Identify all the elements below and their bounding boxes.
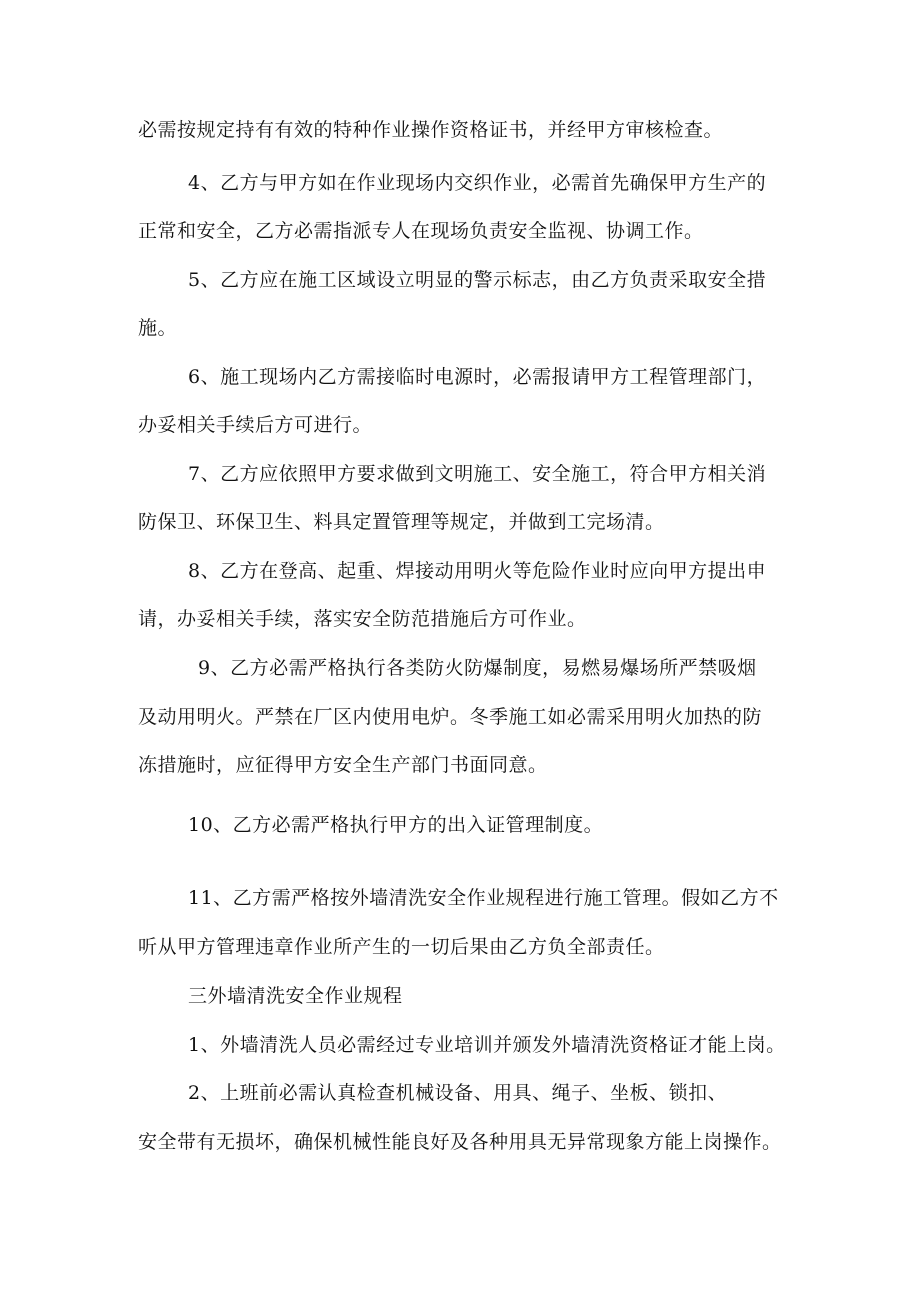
paragraph-line: 请，办妥相关手续，落实安全防范措施后方可作业。 bbox=[138, 608, 587, 630]
paragraph-line: 听从甲方管理违章作业所产生的一切后果由乙方负全部责任。 bbox=[138, 936, 665, 958]
paragraph-line: 6、施工现场内乙方需接临时电源时，必需报请甲方工程管理部门， bbox=[188, 366, 767, 388]
paragraph-line: 防保卫、环保卫生、料具定置管理等规定，并做到工完场清。 bbox=[138, 511, 665, 533]
paragraph-line: 必需按规定持有有效的特种作业操作资格证书，并经甲方审核检查。 bbox=[138, 119, 724, 141]
paragraph-line: 1、外墙清洗人员必需经过专业培训并颁发外墙清洗资格证才能上岗。 bbox=[188, 1034, 786, 1056]
paragraph-line: 2、上班前必需认真检查机械设备、用具、绳子、坐板、锁扣、 bbox=[188, 1082, 728, 1104]
paragraph-line: 8、乙方在登高、起重、焊接动用明火等危险作业时应向甲方提出申 bbox=[188, 560, 767, 582]
paragraph-line: 正常和安全，乙方必需指派专人在现场负责安全监视、协调工作。 bbox=[138, 220, 704, 242]
paragraph-line: 7、乙方应依照甲方要求做到文明施工、安全施工，符合甲方相关消 bbox=[188, 463, 767, 485]
paragraph-line: 及动用明火。严禁在厂区内使用电炉。冬季施工如必需采用明火加热的防 bbox=[138, 706, 763, 728]
paragraph-line: 冻措施时，应征得甲方安全生产部门书面同意。 bbox=[138, 754, 548, 776]
paragraph-line: 5、乙方应在施工区域设立明显的警示标志，由乙方负责采取安全措 bbox=[188, 269, 767, 291]
paragraph-line: 4、乙方与甲方如在作业现场内交织作业，必需首先确保甲方生产的 bbox=[188, 172, 767, 194]
paragraph-line: 9、乙方必需严格执行各类防火防爆制度，易燃易爆场所严禁吸烟 bbox=[198, 657, 757, 679]
paragraph-line: 施。 bbox=[138, 317, 178, 339]
paragraph-line: 11、乙方需严格按外墙清洗安全作业规程进行施工管理。假如乙方不 bbox=[188, 887, 779, 909]
paragraph-line: 10、乙方必需严格执行甲方的出入证管理制度。 bbox=[188, 814, 604, 836]
paragraph-line: 办妥相关手续后方可进行。 bbox=[138, 414, 373, 436]
paragraph-line: 安全带有无损坏，确保机械性能良好及各种用具无异常现象方能上岗操作。 bbox=[138, 1131, 782, 1153]
section-heading: 三外墙清洗安全作业规程 bbox=[188, 985, 403, 1007]
